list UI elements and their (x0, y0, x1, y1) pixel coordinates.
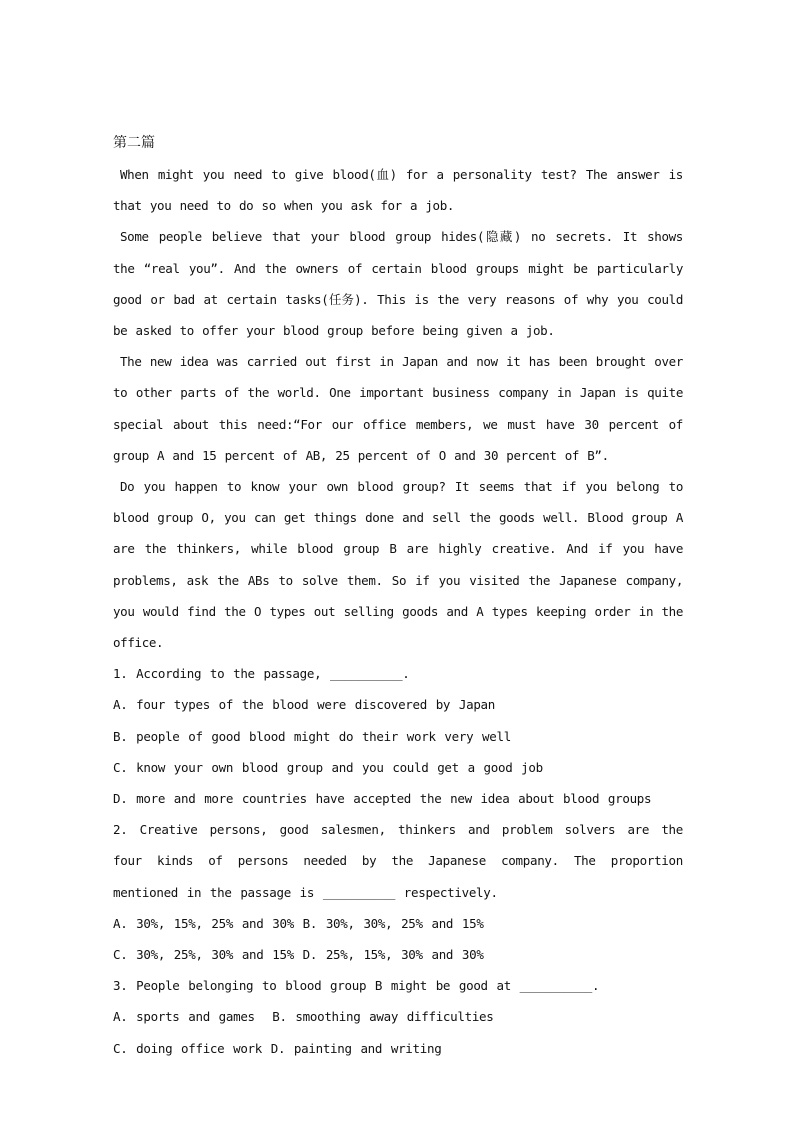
question-1-option-d: D. more and more countries have accepted the new idea about blood groups (113, 791, 652, 807)
question-1 (113, 658, 683, 814)
passage-paragraph-2: Some people believe that your blood group hides(隐藏) no secrets. It shows the “real you”. And the owners of certain blood groups might be particularly good or bad at certain tasks(任务). This is the very reasons of why you could be asked to offer your blood group before being given a job. (113, 229, 683, 339)
question-1-option-c: C. know your own blood group and you could get a good job (113, 759, 543, 775)
question-2-stem: 2. Creative persons, good salesmen, thinkers and problem solvers are the four kinds of persons needed by the Japanese company. The proportion mentioned in the passage is __________ respectively. (113, 822, 683, 900)
reading-passage (113, 159, 683, 658)
question-1-stem: 1. According to the passage, __________. (113, 666, 410, 682)
question-3-options-ab: A. sports and games B. smoothing away difficulties (113, 1009, 494, 1025)
passage-paragraph-4: Do you happen to know your own blood group? It seems that if you belong to blood group O, you can get things done and sell the goods well. Blood group A are the thinkers, while blood group B are highly creative. And if you have problems, ask the ABs to solve them. So if you visited the Japanese company, you would find the O types out selling goods and A types keeping order in the office. (113, 479, 683, 651)
question-2-options-ab: A. 30%, 15%, 25% and 30% B. 30%, 30%, 25% and 15% (113, 915, 484, 931)
question-2 (113, 814, 683, 970)
passage-paragraph-3: The new idea was carried out first in Japan and now it has been brought over to other parts of the world. One important business company in Japan is quite special about this need:“For our office members, we must have 30 percent of group A and 15 percent of AB, 25 percent of O and 30 percent of B”. (113, 354, 683, 463)
passage-paragraph-1: When might you need to give blood(血) for a personality test? The answer is that you need to do so when you ask for a job. (113, 167, 683, 214)
question-3 (113, 970, 683, 1064)
question-3-options-cd: C. doing office work D. painting and writing (113, 1040, 442, 1056)
document-page (113, 128, 683, 1064)
section-title: 第二篇 (113, 135, 155, 151)
question-2-options-cd: C. 30%, 25%, 30% and 15% D. 25%, 15%, 30% and 30% (113, 947, 484, 963)
question-3-stem: 3. People belonging to blood group B might be good at __________. (113, 978, 600, 994)
question-1-option-b: B. people of good blood might do their work very well (113, 728, 511, 744)
question-1-option-a: A. four types of the blood were discovered by Japan (113, 697, 496, 713)
